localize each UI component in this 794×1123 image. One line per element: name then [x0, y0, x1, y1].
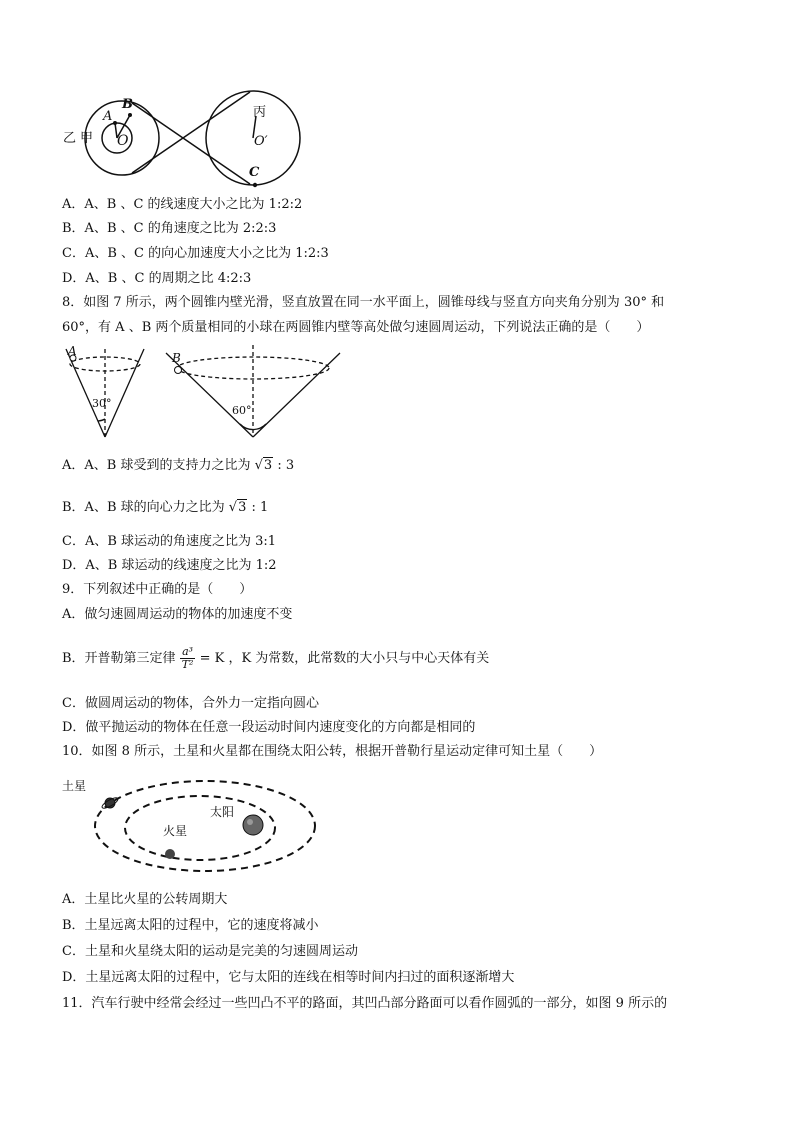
orbit-figure: [60, 768, 350, 878]
q7-option-a: A．A、B 、C 的线速度大小之比为 1:2:2: [62, 197, 303, 212]
cone-figure: [60, 343, 350, 443]
q9-option-a: A．做匀速圆周运动的物体的加速度不变: [62, 607, 293, 622]
orbit-label-mars: 火星: [163, 824, 188, 838]
q9-option-d: D．做平抛运动的物体在任意一段运动时间内速度变化的方向都是相同的: [62, 720, 476, 735]
q10-option-c: C．土星和火星绕太阳的运动是完美的匀速圆周运动: [62, 944, 358, 959]
q8-stem-line1: 8．如图 7 所示，两个圆锥内壁光滑，竖直放置在同一水平面上，圆锥母线与竖直方向夹角分别为 30° 和: [62, 295, 665, 310]
cone-angle-30: 30°: [92, 397, 112, 410]
q11-stem: 11．汽车行驶中经常会经过一些凹凸不平的路面，其凹凸部分路面可以看作圆弧的一部分，如图 9 所示的: [62, 996, 668, 1011]
cone-label-A: A: [68, 344, 77, 358]
q10-option-b: B．土星远离太阳的过程中，它的速度将减小: [62, 918, 319, 933]
cone-angle-60: 60°: [232, 404, 252, 417]
pulley-figure: [60, 90, 310, 190]
q8-stem-line2: 60°，有 A 、B 两个质量相同的小球在两圆锥内壁等高处做匀速圆周运动，下列说法正确的是（ ）: [62, 320, 650, 335]
q8-option-c: C．A、B 球运动的角速度之比为 3:1: [62, 534, 277, 549]
sqrt-symbol: √3: [228, 500, 247, 515]
label-yi: 乙: [63, 131, 77, 146]
label-jia: 甲: [80, 131, 94, 146]
q10-option-d: D．土星远离太阳的过程中，它与太阳的连线在相等时间内扫过的面积逐渐增大: [62, 970, 515, 985]
orbit-label-saturn: 土星: [62, 779, 87, 793]
q9-stem: 9．下列叙述中正确的是（ ）: [62, 582, 253, 597]
q9-option-b: B．开普勒第三定律 $\frac{\text{a³}}{\text{T²}}$ = K ，K 为常数，此常数的大小只与中心天体有关: [62, 645, 490, 671]
q8-option-a: A．A、B 球受到的支持力之比为 √3 : 3: [62, 458, 295, 473]
q7-option-c: C．A、B 、C 的向心加速度大小之比为 1:2:3: [62, 246, 329, 261]
q7-option-b: B．A、B 、C 的角速度之比为 2:2:3: [62, 221, 277, 236]
label-bing: 丙: [253, 105, 267, 120]
q8-option-b: B．A、B 球的向心力之比为 √3 : 1: [62, 500, 269, 515]
label-O-prime: O′: [254, 134, 268, 149]
label-B: B: [122, 97, 133, 112]
label-C: C: [249, 165, 260, 180]
orbit-label-sun: 太阳: [210, 805, 235, 819]
q7-option-d: D．A、B 、C 的周期之比 4:2:3: [62, 271, 252, 286]
sqrt-symbol: √3: [254, 458, 273, 473]
label-O: O: [117, 133, 129, 149]
q10-option-a: A．土星比火星的公转周期大: [62, 892, 228, 907]
label-A: A: [103, 109, 113, 124]
q10-stem: 10．如图 8 所示，土星和火星都在围绕太阳公转，根据开普勒行星运动定律可知土星（ ）: [62, 744, 603, 759]
cone-label-B: B: [172, 351, 181, 365]
q9-option-c: C．做圆周运动的物体，合外力一定指向圆心: [62, 696, 319, 711]
q8-option-d: D．A、B 球运动的线速度之比为 1:2: [62, 558, 277, 573]
kepler-fraction: $\frac{\text{a³}}{\text{T²}}$: [181, 645, 194, 671]
